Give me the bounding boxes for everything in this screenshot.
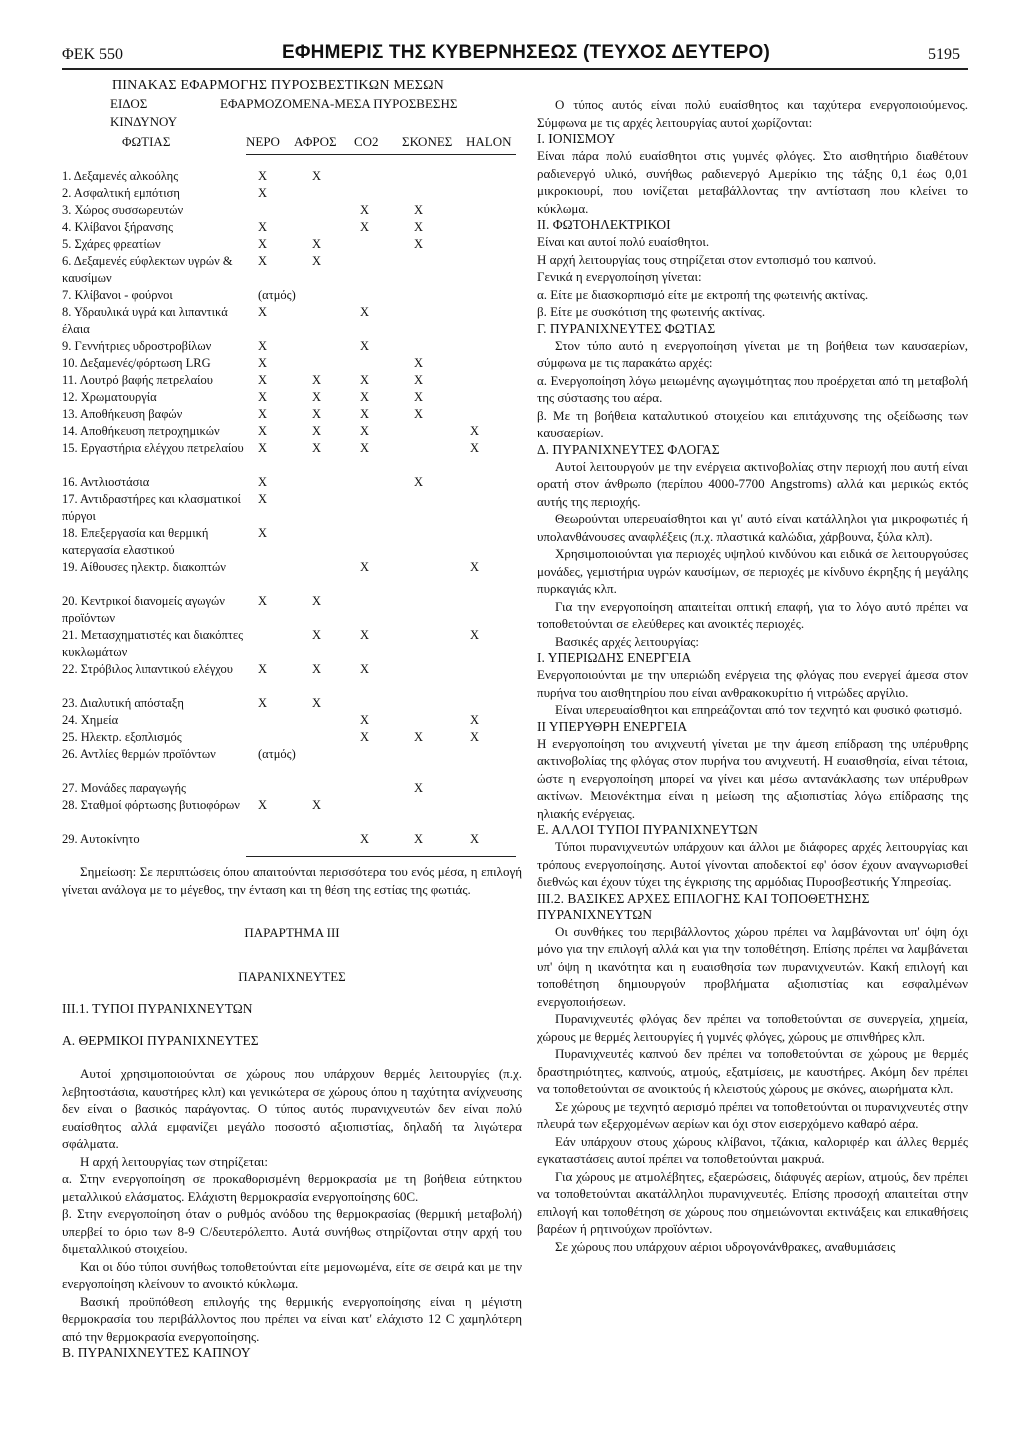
section-heading: ΙΙ. ΦΩΤΟΗΛΕΚΤΡΙΚΟΙ: [537, 217, 671, 232]
section-heading: Α. ΘΕΡΜΙΚΟΙ ΠΥΡΑΝΙΧΝΕΥΤΕΣ: [62, 1033, 259, 1048]
row-label: 17. Αντιδραστήρες και κλασματικοί πύργοι: [62, 492, 241, 523]
table-row: [62, 746, 522, 780]
paragraph: Πυρανιχνευτές φλόγας δεν πρέπει να τοποθετούνται σε συνεργεία, χημεία, χώρους με θερμές λειτουργίες ή γυμνές φλόγες, χώρους με σπινθήρες κλπ.: [537, 1011, 968, 1044]
applicability-mark: X: [360, 832, 370, 846]
applicability-mark: X: [312, 441, 322, 455]
row-label: 24. Χημεία: [62, 713, 119, 727]
section-heading: ΙΙ ΥΠΕΡΥΘΡΗ ΕΝΕΡΓΕΙΑ: [537, 718, 688, 734]
applicability-mark: X: [360, 407, 370, 421]
applicability-mark: X: [258, 305, 268, 319]
applicability-mark: X: [258, 407, 268, 421]
applicability-mark: X: [258, 237, 268, 251]
applicability-mark: X: [312, 237, 322, 251]
means-header: ΕΦΑΡΜΟΖΟΜΕΝΑ-ΜΕΣΑ ΠΥΡΟΣΒΕΣΗΣ: [220, 96, 458, 111]
row-note: (ατμός): [258, 747, 296, 761]
table-header: [62, 94, 522, 168]
applicability-mark: X: [360, 628, 370, 642]
applicability-mark: X: [414, 203, 424, 217]
applicability-mark: X: [312, 169, 322, 183]
table-row: [62, 559, 522, 593]
paragraph: Είναι και αυτοί πολύ ευαίσθητοι.: [537, 234, 710, 249]
paragraph: Η ενεργοποίηση του ανιχνευτή γίνεται με την άμεση επίδραση της υπέρυθρης ακτινοβολίας της φλόγας στον πυρήνα του ανιχνευτή. Η ευαισθησία, είναι τέτοια, ώστε η ενεργοποίηση μπορεί να γίνει και μέσω αντανάκλασης των υπέρυθρων ακτίνων. Μειονέκτημα είναι η μείωση της αξιοπιστίας λόγω επίδρασης της ηλιακής ενέργειας.: [537, 735, 968, 821]
table-row: [62, 593, 522, 627]
applicability-mark: X: [312, 373, 322, 387]
paragraph: Ο τύπος αυτός είναι πολύ ευαίσθητος και ταχύτερα ενεργοποιούμενος. Σύμφωνα με τις αρχές λειτουργίας αυτοί χωρίζονται:: [537, 97, 968, 130]
table-row: [62, 729, 522, 746]
applicability-mark: X: [414, 475, 424, 489]
paragraph: α. Στην ενεργοποίηση σε προκαθορισμένη θερμοκρασία με τη βοήθεια εύτηκτου μεταλλικού ελάσματος. Ελάχιστη θερμοκρασία ενεργοποίησης 60C.: [62, 1171, 522, 1204]
applicability-mark: X: [414, 356, 424, 370]
applicability-mark: X: [470, 713, 480, 727]
table-row: [62, 304, 522, 338]
paragraph: Γενικά η ενεργοποίηση γίνεται:: [537, 269, 702, 284]
applicability-mark: X: [312, 628, 322, 642]
applicability-mark: X: [360, 220, 370, 234]
table-row: [62, 406, 522, 423]
section-heading: Γ. ΠΥΡΑΝΙΧΝΕΥΤΕΣ ΦΩΤΙΑΣ: [537, 320, 716, 336]
section-heading: Ι. ΙΟΝΙΣΜΟΥ: [537, 131, 616, 146]
row-label: 26. Αντλίες θερμών προϊόντων: [62, 747, 216, 761]
applicability-mark: X: [312, 424, 322, 438]
row-label: 4. Κλίβανοι ξήρανσης: [62, 220, 174, 234]
applicability-mark: X: [258, 798, 268, 812]
applicability-mark: X: [414, 237, 424, 251]
section-heading: ΙΙΙ.2. ΒΑΣΙΚΕΣ ΑΡΧΕΣ ΕΠΙΛΟΓΗΣ ΚΑΙ ΤΟΠΟΘΕΤΗΣΗΣ ΠΥΡΑΝΙΧΝΕΥΤΩΝ: [537, 890, 870, 922]
paragraph: β. Στην ενεργοποίηση όταν ο ρυθμός ανόδου της θερμοκρασίας (θερμική μεταβολή) υπερβεί το όριο των 8-9 C/δευτερόλεπτο. Αυτά συνήθως στηρίζονται στην αρχή του διμεταλλικού στοιχείου.: [62, 1206, 522, 1256]
table-row: [62, 253, 522, 287]
applicability-mark: X: [470, 628, 480, 642]
applicability-mark: X: [360, 390, 370, 404]
applicability-mark: X: [414, 730, 424, 744]
table-row: [62, 287, 522, 304]
applicability-mark: X: [470, 832, 480, 846]
table-row: [62, 780, 522, 797]
paragraph: Θεωρούνται υπερευαίσθητοι και γι' αυτό είναι κατάλληλοι για μικροφωτιές ή υπολανθάνουσες αναφλέξεις (π.χ. πλαστικά καλώδια, χάρβουνα, ξύλα κλπ).: [537, 511, 968, 544]
section-heading: Β. ΠΥΡΑΝΙΧΝΕΥΤΕΣ ΚΑΠΝΟΥ: [62, 1345, 251, 1360]
table-row: [62, 236, 522, 253]
applicability-mark: X: [258, 594, 268, 608]
gazette-issue: ΦΕΚ 550: [62, 46, 124, 63]
paragraph: α. Ενεργοποίηση λόγω μειωμένης αγωγιμότητας που προέρχεται από τη μεταβολή της σύστασης του αέρα.: [537, 372, 968, 405]
applicability-mark: X: [360, 730, 370, 744]
applicability-mark: X: [258, 254, 268, 268]
paragraph: Η αρχή λειτουργίας τους στηρίζεται στον εντοπισμό του καπνού.: [537, 251, 877, 267]
applicability-mark: X: [258, 475, 268, 489]
applicability-mark: X: [360, 203, 370, 217]
table-row: [62, 338, 522, 355]
row-label: 19. Αίθουσες ηλεκτρ. διακοπτών: [62, 560, 226, 574]
applicability-mark: X: [258, 356, 268, 370]
applicability-mark: X: [414, 781, 424, 795]
applicability-mark: X: [312, 390, 322, 404]
page-number: 5195: [928, 46, 960, 63]
paragraph: Στον τύπο αυτό η ενεργοποίηση γίνεται με τη βοήθεια των καυσαερίων, σύμφωνα με τις παρακάτω αρχές:: [537, 337, 968, 370]
table-row: [62, 219, 522, 236]
paragraph: Είναι πάρα πολύ ευαίσθητοι στις γυμνές φλόγες. Στο αισθητήριο διαθέτουν ραδιενεργό υλικό, συνήθως ραδιενεργό Αμερίκιο της τάξης 0,1 έως 0,01 μικροκιουρί, που ιονίζεται μεταβάλλοντας την αντίσταση που κλείνει το κύκλωμα.: [537, 148, 968, 216]
kind-header-line3: ΦΩΤΙΑΣ: [122, 134, 171, 149]
left-column: [62, 78, 522, 1361]
paragraph: Τύποι πυρανιχνευτών υπάρχουν και άλλοι με διάφορες αρχές λειτουργίας και τρόπους ενεργοποίησης. Αυτοί γίνονται αποδεκτοί εφ' όσον έχουν αναγνωρισθεί διεθνώς και έχουν τύχει της έγκρισης της αρμόδιας Πυροσβεστικής Υπηρεσίας.: [537, 839, 968, 889]
applicability-mark: X: [360, 441, 370, 455]
applicability-mark: X: [360, 339, 370, 353]
paragraph: β. Είτε με συσκότιση της φωτεινής ακτίνας.: [537, 304, 766, 319]
row-note: (ατμός): [258, 288, 296, 302]
row-label: 28. Σταθμοί φόρτωσης βυτιοφόρων: [62, 798, 240, 812]
section-heading: Δ. ΠΥΡΑΝΙΧΝΕΥΤΕΣ ΦΛΟΓΑΣ: [537, 441, 720, 457]
table-title: ΠΙΝΑΚΑΣ ΕΦΑΡΜΟΓΗΣ ΠΥΡΟΣΒΕΣΤΙΚΩΝ ΜΕΣΩΝ: [112, 78, 444, 93]
row-label: 15. Εργαστήρια ελέγχου πετρελαίου: [62, 441, 244, 455]
applicability-mark: X: [258, 169, 268, 183]
paragraph: Ενεργοποιούνται με την υπεριώδη ενέργεια της φλόγας που ενεργεί άμεσα στον πυρήνα του αισθητηρίου που είναι ανθρακοκυρίτιο ή νιτρώδες αργίλιο.: [537, 667, 968, 700]
row-label: 18. Επεξεργασία και θερμική κατεργασία ελαστικού: [62, 526, 209, 557]
kind-header-line1: ΕΙΔΟΣ: [110, 96, 148, 111]
applicability-mark: X: [360, 424, 370, 438]
applicability-mark: X: [470, 441, 480, 455]
row-label: 14. Αποθήκευση πετροχημικών: [62, 424, 220, 438]
row-label: 12. Χρωματουργία: [62, 390, 157, 404]
paragraph: Είναι υπερευαίσθητοι και επηρεάζονται από τον τεχνητό και φυσικό φωτισμό.: [555, 702, 963, 717]
section-heading: Ι. ΥΠΕΡΙΩΔΗΣ ΕΝΕΡΓΕΙΑ: [537, 650, 692, 665]
kind-header-line2: ΚΙΝΔΥΝΟΥ: [110, 114, 178, 129]
paragraph: Σε χώρους με τεχνητό αερισμό πρέπει να τοποθετούνται οι πυρανιχνευτές στην πλευρά των εξερχομένων αερίων και όχι στον εισερχόμενο καθαρό αέρα.: [537, 1098, 968, 1131]
applicability-mark: X: [312, 594, 322, 608]
applicability-mark: X: [258, 441, 268, 455]
applicability-mark: X: [470, 560, 480, 574]
applicability-mark: X: [360, 713, 370, 727]
applicability-mark: X: [258, 186, 268, 200]
applicability-mark: X: [312, 662, 322, 676]
column-header: ΣΚΟΝΕΣ: [402, 134, 453, 149]
column-header: CO2: [354, 134, 379, 149]
row-label: 3. Χώρος συσσωρευτών: [62, 203, 184, 217]
row-label: 1. Δεξαμενές αλκοόλης: [62, 169, 179, 183]
row-label: 20. Κεντρικοί διανομείς αγωγών προϊόντων: [62, 594, 225, 625]
table-row: [62, 661, 522, 695]
paragraph: Χρησιμοποιούνται για περιοχές υψηλού κινδύνου και ειδικά σε λειτουργούσες μονάδες, γεμιστήρια υγρών καυσίμων, σε περιοχές με κίνδυνο έκρηξης ή μεγάλης πυρκαγιάς κλπ.: [537, 546, 968, 596]
row-label: 21. Μετασχηματιστές και διακόπτες κυκλωμάτων: [62, 628, 244, 659]
table-row: [62, 797, 522, 831]
gazette-title: ΕΦΗΜΕΡΙΣ ΤΗΣ ΚΥΒΕΡΝΗΣΕΩΣ (ΤΕΥΧΟΣ ΔΕΥΤΕΡΟ): [282, 42, 770, 63]
appendix-subtitle: ΠΑΡΑΝΙΧΝΕΥΤΕΣ: [238, 968, 346, 984]
applicability-mark: X: [258, 662, 268, 676]
paragraph: Πυρανιχνευτές καπνού δεν πρέπει να τοποθετούνται σε χώρους με θερμές δραστηριότητες, καπνούς, ατμούς, εξατμίσεις, με καυστήρες. Ακόμη δεν πρέπει να τοποθετούνται σε ανοικτούς ή κλειστούς χώρους με σκόνες, αιωρήματα κλπ.: [537, 1046, 968, 1096]
table-row: [62, 202, 522, 219]
section-heading: ΙΙΙ.1. ΤΥΠΟΙ ΠΥΡΑΝΙΧΝΕΥΤΩΝ: [62, 1001, 253, 1016]
table-row: [62, 695, 522, 712]
table-row: [62, 372, 522, 389]
applicability-mark: X: [312, 254, 322, 268]
paragraph: Και οι δύο τύποι συνήθως τοποθετούνται είτε μεμονωμένα, είτε σε σειρά και με την ενεργοποίηση κλείνουν το ανοικτό κύκλωμα.: [62, 1258, 522, 1291]
applicability-mark: X: [258, 696, 268, 710]
applicability-mark: X: [414, 220, 424, 234]
row-label: 8. Υδραυλικά υγρά και λιπαντικά έλαια: [62, 305, 228, 336]
row-label: 16. Αντλιοστάσια: [62, 475, 150, 489]
applicability-mark: X: [470, 730, 480, 744]
applicability-mark: X: [258, 390, 268, 404]
page-header: [62, 36, 962, 66]
row-label: 25. Ηλεκτρ. εξοπλισμός: [62, 730, 182, 744]
table-row: [62, 423, 522, 440]
table-row: [62, 627, 522, 661]
section-heading: Ε. ΑΛΛΟΙ ΤΥΠΟΙ ΠΥΡΑΝΙΧΝΕΥΤΩΝ: [537, 822, 758, 837]
header-rule: [62, 68, 968, 70]
applicability-mark: X: [360, 560, 370, 574]
row-label: 6. Δεξαμενές εύφλεκτων υγρών & καυσίμων: [62, 254, 233, 285]
paragraph: Σε χώρους που υπάρχουν αέριοι υδρογονάνθρακες, αναθυμιάσεις: [555, 1238, 896, 1254]
row-label: 22. Στρόβιλος λιπαντικού ελέγχου: [62, 662, 233, 676]
paragraph: β. Με τη βοήθεια καταλυτικού στοιχείου και επιτάχυνσης της οξείδωσης των καυσαερίων.: [537, 407, 968, 440]
applicability-mark: X: [258, 424, 268, 438]
applicability-mark: X: [414, 407, 424, 421]
header-underline: [246, 154, 516, 155]
applicability-mark: X: [258, 492, 268, 506]
right-column: [537, 96, 968, 1255]
column-header: ΑΦΡΟΣ: [294, 134, 337, 149]
paragraph: Οι συνθήκες του περιβάλλοντος χώρου πρέπει να λαμβάνονται υπ' όψη όχι μόνο για την επιλογή αλλά και για την τοποθέτηση. Επίσης πρέπει να λαμβάνεται υπ' όψη η ικανότητα και η ευαισθησία των πυρανιχνευτών. Κακή επιλογή και τοποθέτηση δημιουργούν προβλήματα αξιοπιστίας και εσφαλμένων ενεργοποιήσεων.: [537, 923, 968, 1009]
table-row: [62, 168, 522, 185]
table-row: [62, 389, 522, 406]
paragraph: Για χώρους με ατμολέβητες, εξαερώσεις, διάφυγές αερίων, ατμούς, δεν πρέπει να τοποθετούνται ακατάλληλοι πυρανιχνευτές. Επίσης προσοχή απαιτείται στην επιλογή και τοποθέτηση σε χώρους που σημειώνονται εκτινάξεις και επικαθήσεις βαρέων ή ρητινούχων προϊόντων.: [537, 1168, 968, 1236]
table-row: [62, 185, 522, 202]
applicability-mark: X: [312, 798, 322, 812]
table-body: [62, 168, 522, 848]
applicability-mark: X: [312, 407, 322, 421]
row-label: 29. Αυτοκίνητο: [62, 832, 140, 846]
applicability-mark: X: [470, 424, 480, 438]
applicability-mark: X: [258, 526, 268, 540]
applicability-mark: X: [360, 373, 370, 387]
applicability-mark: X: [258, 373, 268, 387]
applicability-mark: X: [360, 305, 370, 319]
paragraph: α. Είτε με διασκορπισμό είτε με εκτροπή της φωτεινής ακτίνας.: [537, 286, 869, 302]
applicability-mark: X: [360, 662, 370, 676]
table-row: [62, 355, 522, 372]
column-header: HALON: [466, 134, 512, 149]
column-header: ΝΕΡΟ: [246, 134, 280, 149]
applicability-mark: X: [312, 696, 322, 710]
paragraph: Βασική προϋπόθεση επιλογής της θερμικής ενεργοποίησης είναι η μέγιστη θερμοκρασία του περιβάλλοντος που πρέπει να είναι κατ' ελάχιστο 12 C χαμηλότερη από την θερμοκρασία ενεργοποίησης.: [62, 1293, 522, 1344]
appendix-title: ΠΑΡΑΡΤΗΜΑ ΙΙΙ: [244, 925, 340, 940]
row-label: 23. Διαλυτική απόσταξη: [62, 696, 184, 710]
table-row: [62, 474, 522, 491]
row-label: 13. Αποθήκευση βαφών: [62, 407, 183, 421]
paragraph: Βασικές αρχές λειτουργίας:: [555, 633, 700, 649]
applicability-mark: X: [258, 339, 268, 353]
table-note: Σημείωση: Σε περιπτώσεις όπου απαιτούνται περισσότερα του ενός μέσα, η επιλογή γίνεται ανάλογα με το μέγεθος, την ένταση και τη θέση της εστίας της φωτιάς.: [62, 864, 522, 897]
applicability-mark: X: [414, 373, 424, 387]
row-label: 2. Ασφαλτική εμπότιση: [62, 186, 180, 200]
table-row: [62, 831, 522, 848]
row-label: 27. Μονάδες παραγωγής: [62, 781, 186, 795]
table-row: [62, 491, 522, 525]
paragraph: Αυτοί χρησιμοποιούνται σε χώρους που υπάρχουν θερμές λειτουργίες (π.χ. λεβητοστάσια, καυστήρες κλπ) και γενικώτερα σε χώρους όπου η ταχύτητα ανίχνευσης δεν είναι ο βασικός παράγοντας. Ο τύπος αυτός πυρανιχνευτών δεν είναι πολύ ευαίσθητος αλλά εμφανίζει μεγάλο ποσοστό αξιοπιστίας, δηλαδή τα λιγώτερα σφάλματα.: [62, 1066, 522, 1151]
row-label: 10. Δεξαμενές/φόρτωση LRG: [62, 356, 211, 370]
row-label: 11. Λουτρό βαφής πετρελαίου: [62, 373, 213, 387]
paragraph: Για την ενεργοποίηση απαιτείται οπτική επαφή, για το λόγο αυτό πρέπει να τοποθετούνται σε ελεύθερες και ανοικτές περιοχές.: [537, 598, 968, 631]
paragraph: Εάν υπάρχουν στους χώρους κλίβανοι, τζάκια, καλοριφέρ και άλλες θερμές εγκαταστάσεις αυτοί πρέπει να τοποθετούνται μακρυά.: [537, 1133, 968, 1166]
applicability-mark: X: [414, 390, 424, 404]
paragraph: Αυτοί λειτουργούν με την ενέργεια ακτινοβολίας στην περιοχή που αυτή είναι ορατή στον άνθρωπο (περίπου 4000-7700 Angstroms) αλλά και μερικώς εκτός αυτής της περιοχής.: [537, 458, 968, 509]
row-label: 9. Γεννήτριες υδροστροβίλων: [62, 339, 212, 353]
row-label: 5. Σχάρες φρεατίων: [62, 237, 161, 251]
applicability-mark: X: [258, 220, 268, 234]
applicability-mark: X: [414, 832, 424, 846]
row-label: 7. Κλίβανοι - φούρνοι: [62, 288, 173, 302]
paragraph: Η αρχή λειτουργίας των στηρίζεται:: [80, 1153, 269, 1169]
table-row: [62, 712, 522, 729]
table-row: [62, 525, 522, 559]
table-row: [62, 440, 522, 474]
